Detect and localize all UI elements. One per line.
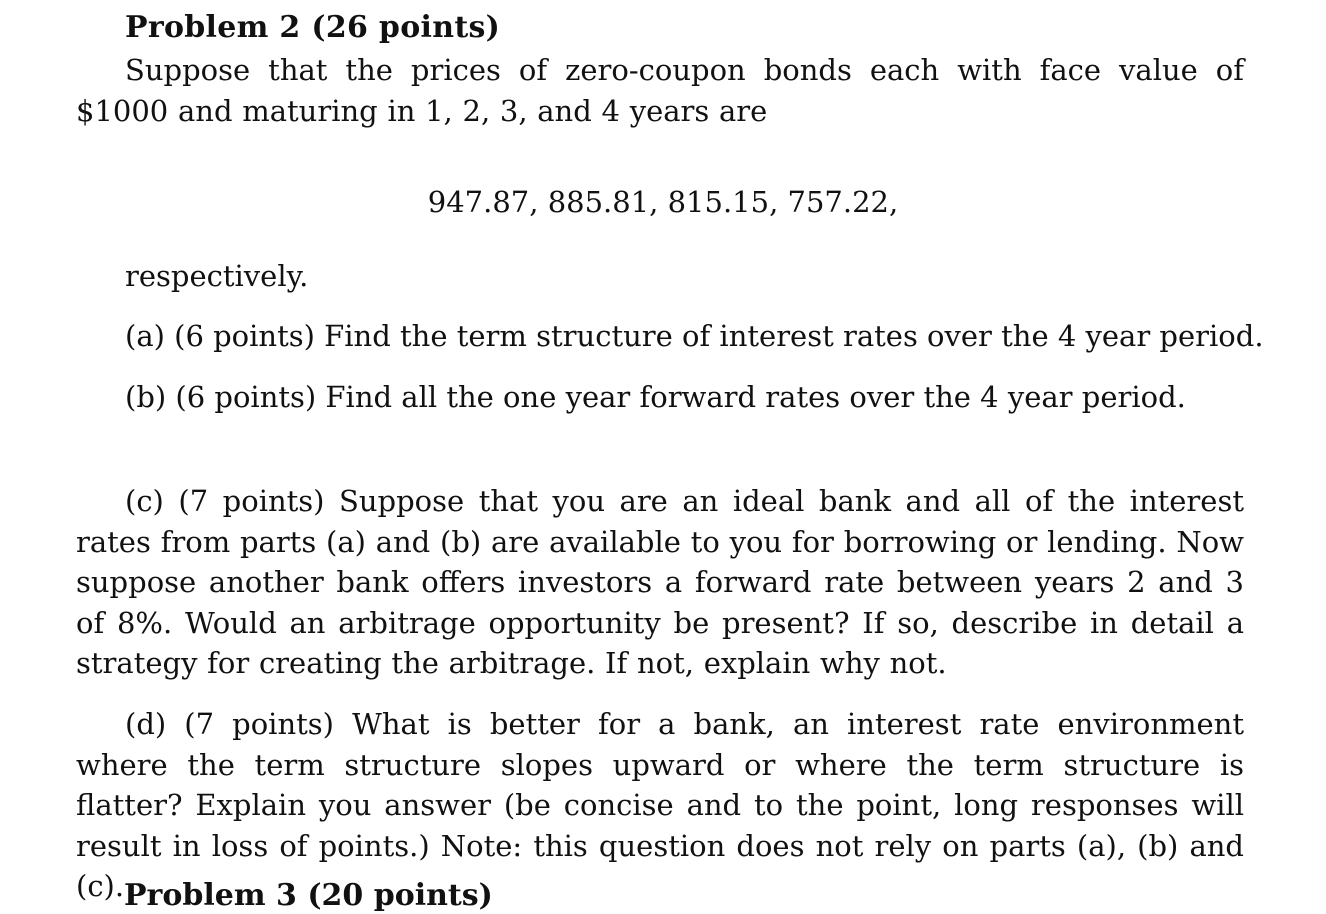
problem-intro: Suppose that the prices of zero-coupon bonds each with face value of $1000 and maturing in 1, 2, 3, and 4 years are xyxy=(76,53,1244,128)
bond-prices: 947.87, 885.81, 815.15, 757.22, xyxy=(427,185,899,219)
part-c: (c) (7 points) Suppose that you are an ideal bank and all of the interest rates from parts (a) and (b) are available to you for borrowing or lending. Now suppose another bank offers investors a forward rate between years 2 and 3 of 8%. Would an arbitrage opportunity be present? If so, describe in detail a strategy for creating the arbitrage. If not, explain why not. xyxy=(76,484,1244,680)
part-a: (a) (6 points) Find the term structure of interest rates over the 4 year period. xyxy=(125,319,1264,353)
next-problem-heading-cutoff: Problem 3 (20 points) xyxy=(124,878,493,913)
part-d: (d) (7 points) What is better for a bank, an interest rate environment where the term structure slopes upward or where the term structure is flatter? Explain you answer (be concise and to the point, long responses will result in loss of points.) Note: this question does not rely on parts (a), (b) and (c). xyxy=(76,707,1244,903)
respectively-text: respectively. xyxy=(125,259,309,293)
part-b: (b) (6 points) Find all the one year forward rates over the 4 year period. xyxy=(125,380,1186,414)
problem-heading: Problem 2 (26 points) xyxy=(125,10,501,45)
